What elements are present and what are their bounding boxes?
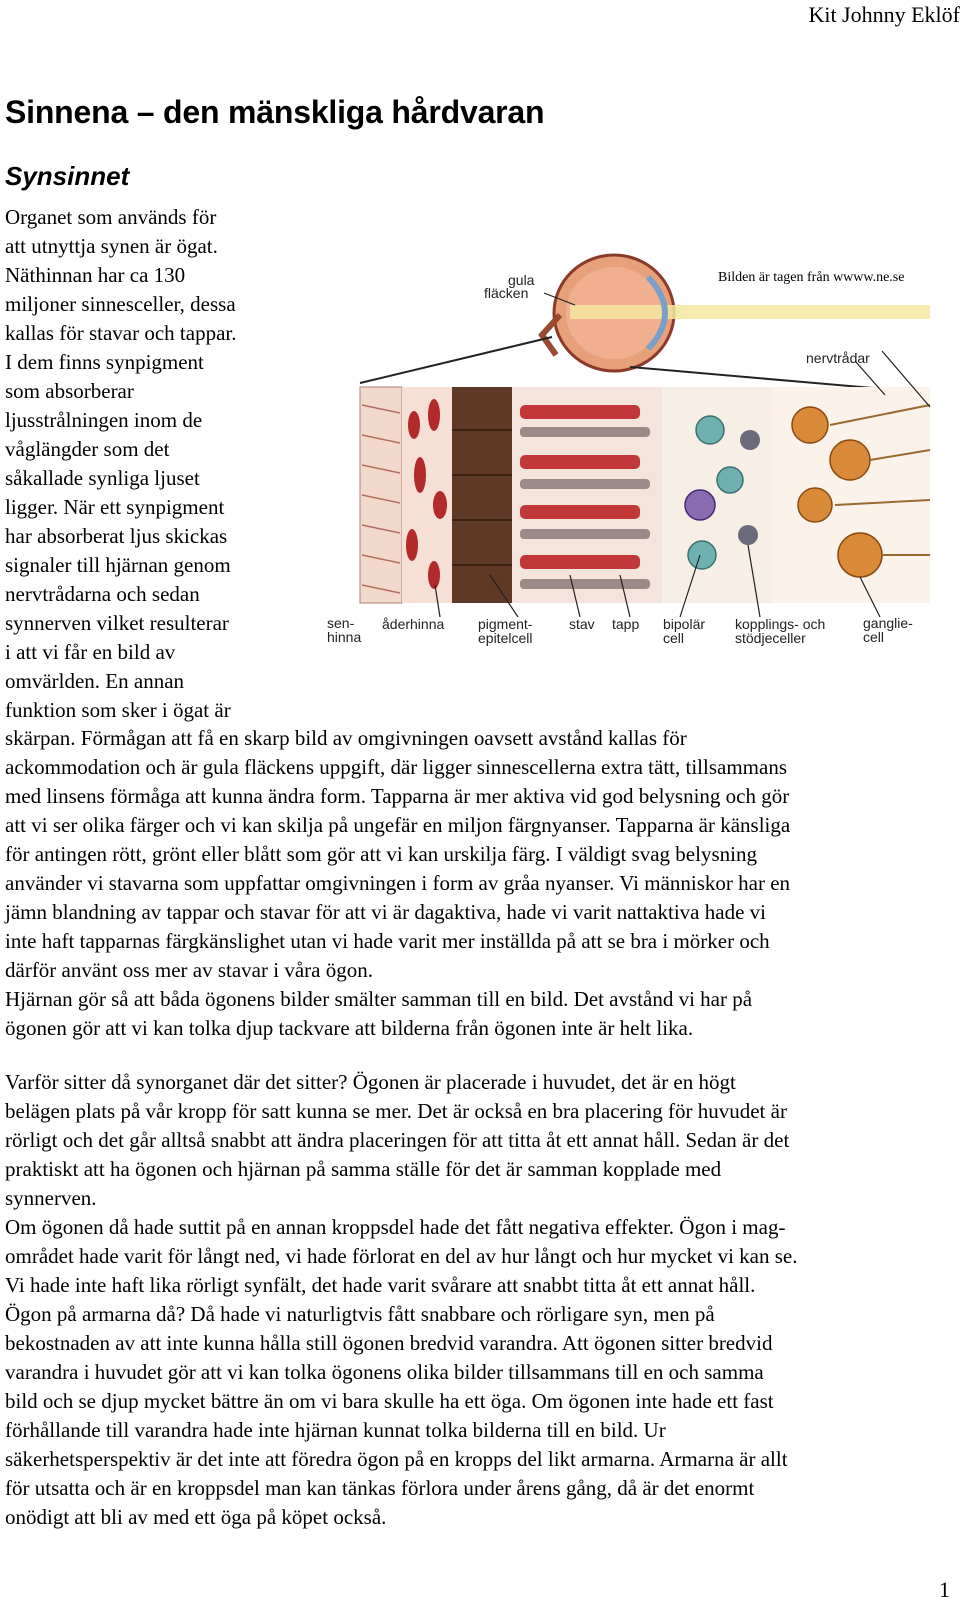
text-line: bekostnaden av att inte kunna hålla still ögonen bredvid varandra. Att ögonen sitter bredvid — [5, 1331, 773, 1355]
text-line: Hjärnan gör så att båda ögonens bilder smälter samman till en bild. Det avstånd vi har på — [5, 987, 753, 1011]
text-line: bild och se djup mycket bättre än om vi bara skulle ha ett öga. Om ögonen inte hade ett fast — [5, 1389, 774, 1413]
text-line: Varför sitter då synorganet där det sitter? Ögonen är placerade i huvudet, det är en högt — [5, 1070, 736, 1094]
text-line: nervtrådarna och sedan — [5, 582, 200, 606]
text-line: att vi ser olika färger och vi kan skilja på ungefär en miljon färgnyanser. Tapparna är känsliga — [5, 813, 791, 837]
section-title: Synsinnet — [5, 161, 130, 191]
text-line: onödigt att bli av med ett öga på köpet också. — [5, 1505, 387, 1529]
text-line: inte haft tapparnas färgkänslighet utan vi hade varit mer inställda på att se bra i mörker och — [5, 929, 770, 953]
label-stav: stav — [569, 616, 595, 632]
label-senhinna-2: hinna — [327, 629, 362, 645]
body-text — [5, 724, 960, 1532]
text-line: kallas för stavar och tappar. — [5, 321, 237, 345]
label-pigment-1: pigment- — [478, 616, 533, 632]
retina-cross-section — [360, 387, 930, 603]
text-line: säkerhetsperspektiv är det inte att föredra ögon på en kropps del likt armarna. Armarna är allt — [5, 1447, 788, 1471]
text-line: jämn blandning av tappar och stavar för att vi är dagaktiva, hade vi varit nattaktiva hade vi — [5, 900, 766, 924]
label-ganglie-1: ganglie- — [863, 615, 913, 631]
text-line: miljoner sinnesceller, dessa — [5, 292, 236, 316]
header-author: Kit Johnny Eklöf — [808, 2, 960, 27]
label-bipolar-1: bipolär — [663, 616, 706, 632]
text-line: Organet som används för — [5, 205, 217, 229]
text-line: Om ögonen då hade suttit på en annan kroppsdel hade det fått negativa effekter. Ögon i mag- — [5, 1215, 786, 1239]
page-number: 1 — [939, 1577, 950, 1602]
text-line: funktion som sker i ögat är — [5, 698, 231, 722]
text-line: synnerven. — [5, 1186, 97, 1210]
image-credit: Bilden är tagen från wwww.ne.se — [718, 270, 905, 285]
text-line: ljusstrålningen inom de — [5, 408, 203, 432]
retina-illustration — [327, 255, 950, 675]
text-line: praktiskt att ha ögonen och hjärnan på samma ställe för det är samman kopplade med — [5, 1157, 722, 1181]
retina-diagram — [327, 255, 950, 675]
label-kopplings-1: kopplings- och — [735, 616, 826, 632]
text-line: använder vi stavarna som uppfattar omgivningen i form av gråa nyanser. Vi människor har en — [5, 871, 791, 895]
text-line: omvärlden. En annan — [5, 669, 185, 693]
label-gula-flacken-2: fläcken — [484, 285, 529, 301]
text-line: rörligt och det går alltså snabbt att ändra placeringen för att titta åt ett annat håll. Sedan är det — [5, 1128, 790, 1152]
paragraph-gap — [5, 1043, 960, 1068]
text-line: ackommodation och är gula fläckens uppgift, där ligger sinnescellerna extra tätt, tillsammans — [5, 755, 787, 779]
text-line: I dem finns synpigment — [5, 350, 204, 374]
zoom-line-left — [360, 337, 552, 383]
text-line: Ögon på armarna då? Då hade vi naturligtvis fått snabbare och rörligare syn, men på — [5, 1302, 715, 1326]
body-paragraph-1 — [5, 724, 960, 1043]
text-line: som absorberar — [5, 379, 134, 403]
text-line: förhållande till varandra hade inte hjärnan kunnat tolka bilderna till en bild. Ur — [5, 1418, 666, 1442]
label-kopplings-2: stödjeceller — [735, 630, 806, 646]
body-paragraph-2 — [5, 1068, 960, 1532]
text-line: synnerven vilket resulterar — [5, 611, 229, 635]
text-line: såkallade synliga ljuset — [5, 466, 200, 490]
text-line: ögonen gör att vi kan tolka djup tackvare att bilderna från ögonen inte är helt lika. — [5, 1016, 694, 1040]
text-line: våglängder som det — [5, 437, 170, 461]
text-line: i att vi får en bild av — [5, 640, 176, 664]
intro-paragraph — [5, 203, 305, 725]
page-title: Sinnena – den mänskliga hårdvaran — [5, 94, 545, 130]
text-line: Näthinnan har ca 130 — [5, 263, 186, 287]
label-tapp: tapp — [612, 616, 640, 632]
text-line: området hade varit för långt ned, vi hade förlorat en del av hur långt och hur mycket vi kan se. — [5, 1244, 798, 1268]
label-ganglie-2: cell — [863, 629, 885, 645]
label-pigment-2: epitelcell — [478, 630, 533, 646]
text-line: varandra i huvudet gör att vi kan tolka ögonens olika bilder tillsammans till en och samma — [5, 1360, 764, 1384]
text-line: signaler till hjärnan genom — [5, 553, 231, 577]
label-nervtradar: nervtrådar — [806, 350, 870, 366]
label-bipolar-2: cell — [663, 630, 685, 646]
text-line: skärpan. Förmågan att få en skarp bild av omgivningen oavsett avstånd kallas för — [5, 726, 687, 750]
text-line: har absorberat ljus skickas — [5, 524, 228, 548]
text-line: belägen plats på vår kropp för satt kunna se mer. Det är också en bra placering för huvudet är — [5, 1099, 787, 1123]
label-gula-flacken-1: gula — [508, 272, 535, 288]
label-aderhinna: åderhinna — [382, 616, 445, 632]
text-line: att utnyttja synen är ögat. — [5, 234, 218, 258]
text-line: Vi hade inte haft lika rörligt synfält, det hade varit svårare att snabbt titta åt ett annat håll. — [5, 1273, 756, 1297]
text-line: med linsens förmåga att kunna ändra form. Tapparna är mer aktiva vid god belysning och gör — [5, 784, 790, 808]
text-line: därför använt oss mer av stavar i våra ögon. — [5, 958, 373, 982]
label-senhinna-1: sen- — [327, 615, 355, 631]
text-line: ligger. När ett synpigment — [5, 495, 225, 519]
text-line: för utsatta och är en kroppsdel man kan tänkas förlora under årens gång, då är det enormt — [5, 1476, 755, 1500]
text-line: för antingen rött, grönt eller blått som gör att vi kan urskilja färg. I väldigt svag belysning — [5, 842, 757, 866]
